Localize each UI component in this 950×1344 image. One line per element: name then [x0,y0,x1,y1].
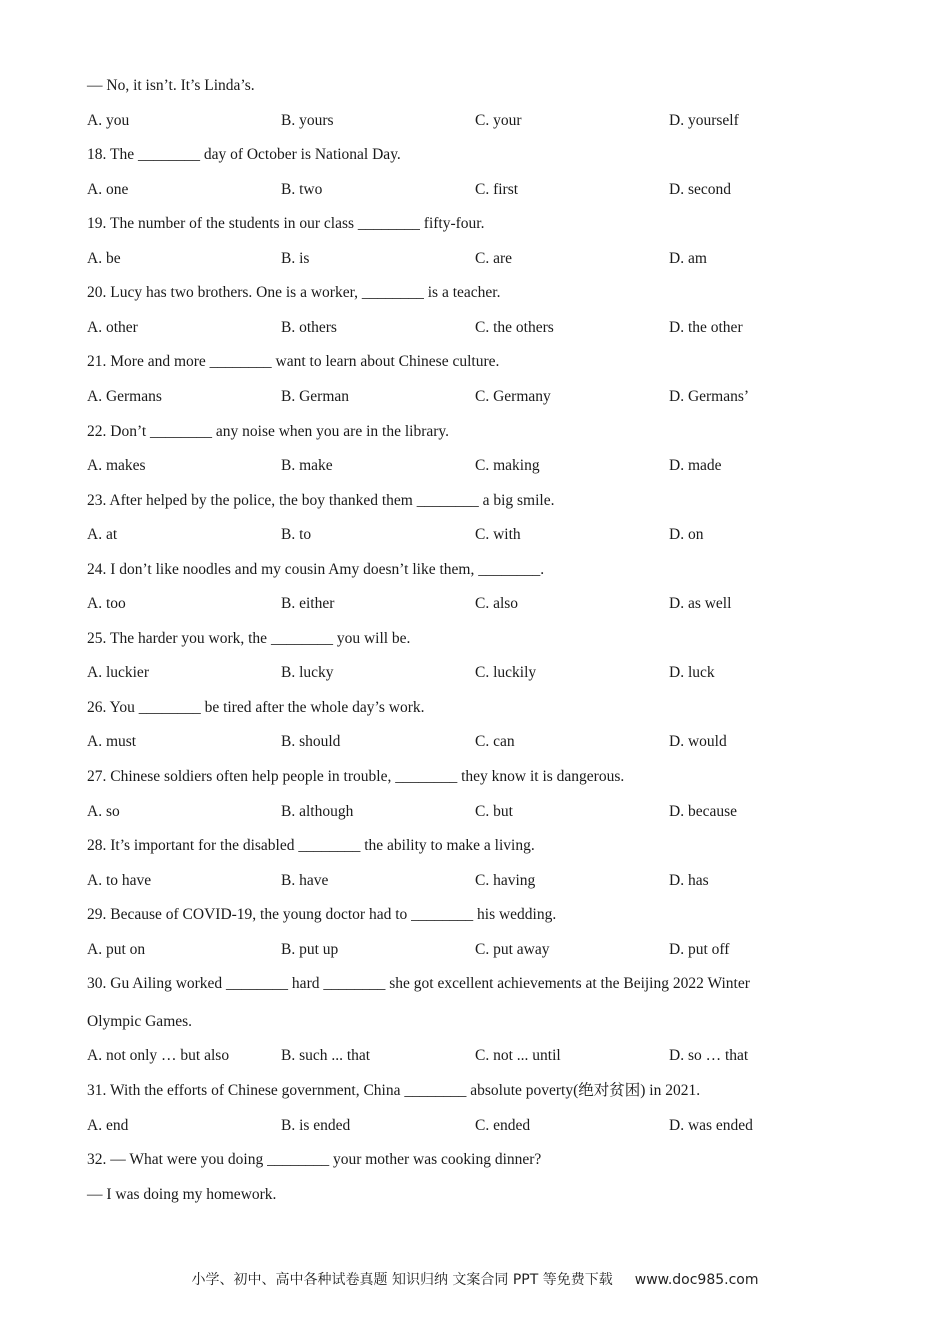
option-a: A. so [87,803,120,820]
option-d: D. as well [669,595,732,612]
q32-stem: 32. — What were you doing ________ your mother was cooking dinner? [87,1151,542,1168]
option-c: C. your [475,112,522,129]
q20-stem: 20. Lucy has two brothers. One is a worker, ________ is a teacher. [87,284,501,301]
option-a: A. not only … but also [87,1047,230,1064]
q27-options [87,802,887,822]
q17-answer-line: — No, it isn’t. It’s Linda’s. [87,77,255,94]
option-a: A. put on [87,941,146,958]
option-b: B. have [281,872,329,889]
option-c: C. are [475,250,513,267]
option-d: D. was ended [669,1117,753,1134]
q24-stem: 24. I don’t like noodles and my cousin Amy doesn’t like them, ________. [87,561,545,578]
q21-stem: 21. More and more ________ want to learn about Chinese culture. [87,353,500,370]
option-d: D. so … that [669,1047,749,1064]
option-d: D. because [669,803,737,820]
q29-options [87,940,887,960]
q18-stem: 18. The ________ day of October is National Day. [87,146,401,163]
option-d: D. yourself [669,112,739,129]
option-c: C. Germany [475,388,551,405]
q32-answer-line: — I was doing my homework. [87,1186,277,1203]
option-d: D. Germans’ [669,388,750,405]
q25-options [87,663,887,683]
footer-text: 小学、初中、高中各种试卷真题 知识归纳 文案合同 PPT 等免费下载 [191,1272,613,1288]
q30-stem-continued: Olympic Games. [87,1013,193,1030]
option-a: A. at [87,526,118,543]
q23-stem: 23. After helped by the police, the boy thanked them ________ a big smile. [87,492,555,509]
q19-options [87,249,887,269]
option-d: D. put off [669,941,730,958]
option-b: B. although [281,803,354,820]
q22-options [87,456,887,476]
option-c: C. making [475,457,540,474]
option-c: C. the others [475,319,554,336]
q30-options [87,1046,887,1066]
option-a: A. be [87,250,121,267]
page-footer [0,1269,950,1289]
q27-stem: 27. Chinese soldiers often help people in trouble, ________ they know it is dangerous. [87,768,625,785]
option-b: B. to [281,526,312,543]
option-a: A. makes [87,457,146,474]
q30-stem: 30. Gu Ailing worked ________ hard ________ she got excellent achievements at the Beijing 2022 Winter [87,975,750,992]
option-a: A. must [87,733,137,750]
option-d: D. luck [669,664,715,681]
option-b: B. is ended [281,1117,351,1134]
option-c: C. having [475,872,536,889]
q23-options [87,525,887,545]
option-a: A. you [87,112,130,129]
option-c: C. also [475,595,519,612]
q31-stem: 31. With the efforts of Chinese government, China ________ absolute poverty(绝对贫困) in 2021. [87,1082,701,1099]
q18-options [87,180,887,200]
option-a: A. end [87,1117,129,1134]
option-b: B. either [281,595,335,612]
option-c: C. first [475,181,519,198]
option-b: B. should [281,733,341,750]
option-a: A. luckier [87,664,149,681]
option-b: B. two [281,181,323,198]
option-c: C. put away [475,941,550,958]
q19-stem: 19. The number of the students in our class ________ fifty-four. [87,215,485,232]
option-b: B. yours [281,112,334,129]
option-b: B. put up [281,941,339,958]
option-c: C. ended [475,1117,531,1134]
option-b: B. such ... that [281,1047,371,1064]
q24-options [87,594,887,614]
option-d: D. am [669,250,707,267]
option-b: B. German [281,388,350,405]
option-d: D. made [669,457,722,474]
option-b: B. lucky [281,664,334,681]
option-d: D. the other [669,319,743,336]
q17-options [87,111,887,131]
option-a: A. one [87,181,129,198]
q20-options [87,318,887,338]
q22-stem: 22. Don’t ________ any noise when you are in the library. [87,423,450,440]
option-b: B. others [281,319,337,336]
option-b: B. is [281,250,310,267]
q31-options [87,1116,887,1136]
q26-options [87,732,887,752]
option-d: D. has [669,872,709,889]
option-a: A. too [87,595,126,612]
option-c: C. but [475,803,513,820]
q28-stem: 28. It’s important for the disabled ________ the ability to make a living. [87,837,535,854]
q25-stem: 25. The harder you work, the ________ you will be. [87,630,411,647]
option-d: D. would [669,733,727,750]
option-c: C. luckily [475,664,537,681]
option-c: C. with [475,526,521,543]
option-c: C. can [475,733,515,750]
option-c: C. not ... until [475,1047,561,1064]
option-d: D. on [669,526,704,543]
option-a: A. to have [87,872,152,889]
q21-options [87,387,887,407]
q29-stem: 29. Because of COVID-19, the young doctor had to ________ his wedding. [87,906,557,923]
option-a: A. other [87,319,138,336]
footer-url: www.doc985.com [634,1272,759,1288]
q26-stem: 26. You ________ be tired after the whole day’s work. [87,699,425,716]
option-d: D. second [669,181,731,198]
q28-options [87,871,887,891]
option-a: A. Germans [87,388,162,405]
option-b: B. make [281,457,333,474]
